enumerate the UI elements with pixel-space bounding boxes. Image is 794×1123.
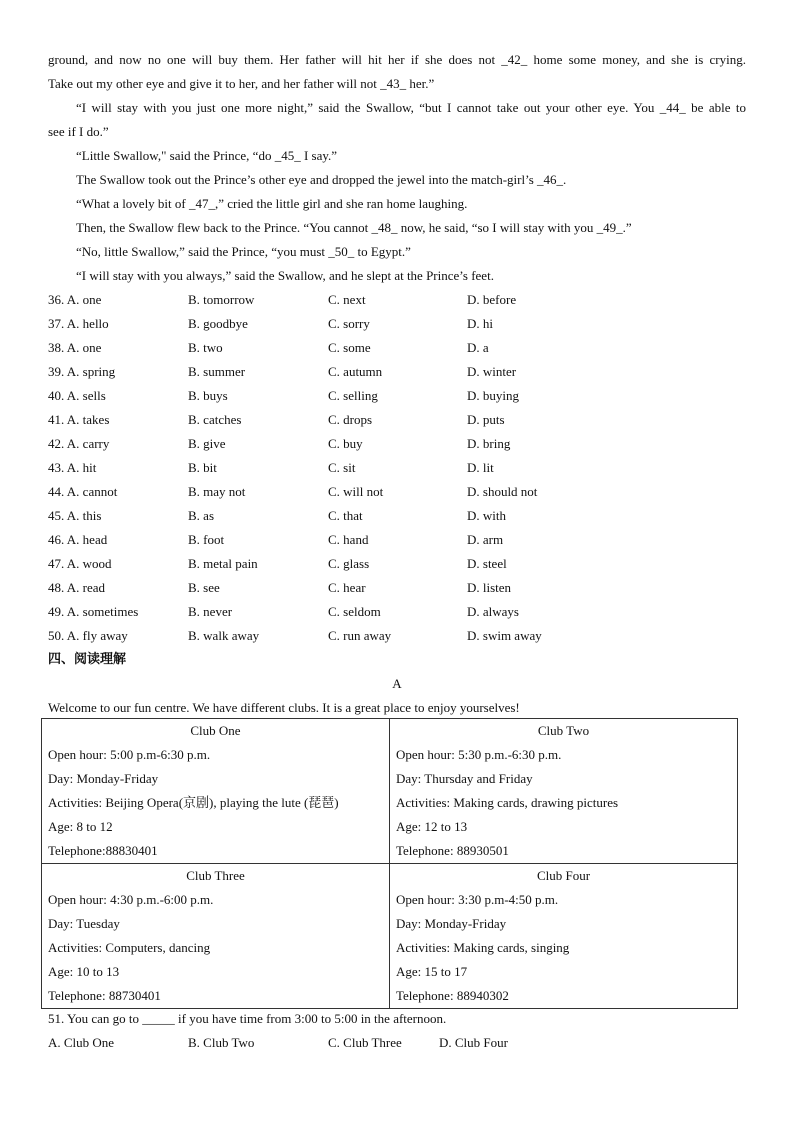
option-c: C. run away: [328, 628, 392, 643]
option-d: D. listen: [467, 580, 512, 595]
option-a: 49. A. sometimes: [48, 604, 139, 619]
club-age: Age: 15 to 17: [396, 964, 468, 979]
option-c: C. hand: [328, 532, 369, 547]
question-row: [48, 624, 746, 648]
club-name: Club Two: [537, 723, 590, 738]
option-d: D. with: [467, 508, 506, 523]
option-d: D. bring: [467, 436, 511, 451]
option-a: 36. A. one: [48, 292, 102, 307]
option-a: 44. A. cannot: [48, 484, 118, 499]
option-d: D. a: [467, 340, 489, 355]
question-row: [48, 576, 746, 600]
option-d: D. steel: [467, 556, 507, 571]
option-b: B. never: [188, 604, 233, 619]
club-phone: Telephone:88830401: [48, 843, 158, 858]
option-c: C. some: [328, 340, 371, 355]
option-b: B. see: [188, 580, 220, 595]
club-age: Age: 10 to 13: [48, 964, 120, 979]
passage-line: Take out my other eye and give it to her, and her father will not _43_ her.”: [48, 76, 435, 91]
question-row: [48, 360, 746, 384]
club-cell: [390, 864, 738, 1009]
exam-page: [48, 48, 746, 720]
passage-line: ground, and now no one will buy them. Her father will hit her if she does not _42_ home some money, and she is crying.: [48, 52, 746, 67]
option-d: D. hi: [467, 316, 493, 331]
question-row: [48, 552, 746, 576]
passage: [48, 48, 746, 288]
question-stem: 51. You can go to _____ if you have time from 3:00 to 5:00 in the afternoon.: [48, 1011, 447, 1026]
option-c: C. glass: [328, 556, 370, 571]
question-row: [48, 480, 746, 504]
option-b: B. as: [188, 508, 214, 523]
club-activities: Activities: Making cards, drawing pictures: [396, 795, 619, 810]
option-a: A. Club One: [48, 1035, 115, 1050]
option-a: 38. A. one: [48, 340, 102, 355]
option-a: 43. A. hit: [48, 460, 97, 475]
question-row: [48, 288, 746, 312]
club-day: Day: Monday-Friday: [48, 771, 159, 786]
option-c: C. autumn: [328, 364, 383, 379]
passage-line: see if I do.”: [48, 124, 109, 139]
club-hours: Open hour: 4:30 p.m.-6:00 p.m.: [48, 892, 214, 907]
club-phone: Telephone: 88730401: [48, 988, 161, 1003]
option-c: C. hear: [328, 580, 366, 595]
option-b: B. walk away: [188, 628, 260, 643]
club-cell: [42, 719, 390, 864]
option-b: B. may not: [188, 484, 246, 499]
clubs-table: [41, 718, 738, 1009]
club-day: Day: Monday-Friday: [396, 916, 507, 931]
option-c: C. Club Three: [328, 1035, 402, 1050]
passage-line: The Swallow took out the Prince’s other eye and dropped the jewel into the match-girl’s _46_.: [76, 172, 567, 187]
club-name: Club One: [190, 723, 241, 738]
option-b: B. bit: [188, 460, 217, 475]
option-a: 48. A. read: [48, 580, 106, 595]
passage-line: “I will stay with you just one more night,” said the Swallow, “but I cannot take out your other eye. You _44_ be able to: [76, 100, 746, 115]
option-d: D. always: [467, 604, 519, 619]
option-c: C. next: [328, 292, 366, 307]
option-c: C. sorry: [328, 316, 370, 331]
option-a: 39. A. spring: [48, 364, 116, 379]
option-b: B. two: [188, 340, 223, 355]
option-b: B. summer: [188, 364, 246, 379]
option-b: B. metal pain: [188, 556, 258, 571]
club-phone: Telephone: 88940302: [396, 988, 509, 1003]
option-c: C. sit: [328, 460, 356, 475]
passage-line: “No, little Swallow,” said the Prince, “you must _50_ to Egypt.”: [76, 244, 411, 259]
option-d: D. arm: [467, 532, 504, 547]
club-name: Club Three: [186, 868, 245, 883]
options-list: [48, 288, 746, 648]
table-row: [42, 864, 738, 1009]
passage-line: “I will stay with you always,” said the Swallow, and he slept at the Prince’s feet.: [76, 268, 494, 283]
club-activities: Activities: Computers, dancing: [48, 940, 211, 955]
option-d: D. should not: [467, 484, 538, 499]
question-row: [48, 1031, 746, 1055]
question-row: [48, 504, 746, 528]
club-cell: [390, 719, 738, 864]
part-letter: A: [392, 676, 402, 691]
option-c: C. drops: [328, 412, 373, 427]
option-a: 45. A. this: [48, 508, 102, 523]
option-a: 46. A. head: [48, 532, 108, 547]
club-activities: Activities: Beijing Opera(京剧), playing the lute (琵琶): [48, 795, 339, 810]
option-a: 41. A. takes: [48, 412, 110, 427]
option-a: 50. A. fly away: [48, 628, 128, 643]
option-d: D. buying: [467, 388, 519, 403]
club-hours: Open hour: 5:00 p.m-6:30 p.m.: [48, 747, 211, 762]
club-age: Age: 12 to 13: [396, 819, 468, 834]
passage-line: Then, the Swallow flew back to the Prince. “You cannot _48_ now, he said, “so I will stay with you _49_.”: [76, 220, 632, 235]
option-d: D. puts: [467, 412, 505, 427]
club-hours: Open hour: 3:30 p.m-4:50 p.m.: [396, 892, 559, 907]
club-name: Club Four: [536, 868, 591, 883]
option-c: C. seldom: [328, 604, 381, 619]
option-b: B. tomorrow: [188, 292, 255, 307]
option-d: D. lit: [467, 460, 494, 475]
option-a: 40. A. sells: [48, 388, 106, 403]
club-day: Day: Tuesday: [48, 916, 120, 931]
question-row: [48, 456, 746, 480]
club-cell: [42, 864, 390, 1009]
club-age: Age: 8 to 12: [48, 819, 113, 834]
question-row: [48, 600, 746, 624]
option-a: 42. A. carry: [48, 436, 110, 451]
option-b: B. catches: [188, 412, 242, 427]
option-d: D. swim away: [467, 628, 542, 643]
passage-line: “What a lovely bit of _47_,” cried the little girl and she ran home laughing.: [76, 196, 468, 211]
question-row: [48, 336, 746, 360]
club-hours: Open hour: 5:30 p.m.-6:30 p.m.: [396, 747, 562, 762]
option-a: 37. A. hello: [48, 316, 109, 331]
option-d: D. winter: [467, 364, 517, 379]
option-c: C. that: [328, 508, 363, 523]
option-a: 47. A. wood: [48, 556, 112, 571]
option-c: C. buy: [328, 436, 363, 451]
question-row: [48, 432, 746, 456]
club-day: Day: Thursday and Friday: [396, 771, 533, 786]
question-row: [48, 528, 746, 552]
question-row: [48, 384, 746, 408]
question-51: [48, 1007, 746, 1055]
section-title: 四、阅读理解: [48, 652, 127, 667]
option-d: D. before: [467, 292, 517, 307]
club-activities: Activities: Making cards, singing: [396, 940, 570, 955]
option-b: B. Club Two: [188, 1035, 255, 1050]
question-row: [48, 408, 746, 432]
option-d: D. Club Four: [439, 1035, 508, 1050]
option-b: B. goodbye: [188, 316, 248, 331]
passage-line: “Little Swallow," said the Prince, “do _45_ I say.”: [76, 148, 338, 163]
option-c: C. selling: [328, 388, 378, 403]
option-b: B. buys: [188, 388, 228, 403]
question-row: [48, 312, 746, 336]
option-c: C. will not: [328, 484, 384, 499]
option-b: B. foot: [188, 532, 225, 547]
intro-text: Welcome to our fun centre. We have different clubs. It is a great place to enjoy yourselves!: [48, 700, 520, 715]
club-phone: Telephone: 88930501: [396, 843, 509, 858]
option-b: B. give: [188, 436, 226, 451]
table-row: [42, 719, 738, 864]
